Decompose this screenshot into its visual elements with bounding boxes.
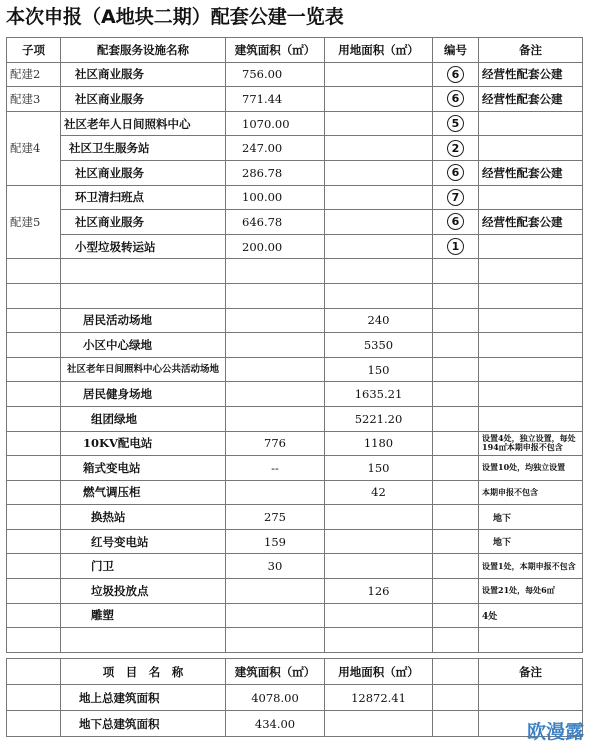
circled-number-badge: 6 bbox=[447, 213, 464, 230]
table-row bbox=[7, 456, 583, 481]
land-area: 5221.20 bbox=[325, 406, 433, 431]
table-row bbox=[7, 480, 583, 505]
table-row bbox=[7, 234, 583, 259]
building-area: 200.00 bbox=[226, 234, 325, 259]
summary-table bbox=[6, 658, 583, 737]
remark bbox=[479, 382, 583, 407]
remark bbox=[479, 308, 583, 333]
summary-header-area: 建筑面积（㎡） bbox=[226, 659, 325, 685]
summary-header-land: 用地面积（㎡） bbox=[325, 659, 433, 685]
land-area bbox=[325, 111, 433, 136]
land-area bbox=[325, 554, 433, 579]
land-area bbox=[325, 210, 433, 235]
summary-label: 地下总建筑面积 bbox=[61, 711, 226, 737]
facility-name: 门卫 bbox=[61, 554, 226, 579]
remark: 设置10处，均独立设置 bbox=[479, 456, 583, 481]
land-area bbox=[325, 136, 433, 161]
summary-row bbox=[7, 685, 583, 711]
facilities-table bbox=[6, 37, 583, 653]
table-row bbox=[7, 87, 583, 112]
building-area: 776 bbox=[226, 431, 325, 456]
remark bbox=[479, 406, 583, 431]
facility-name: 社区商业服务 bbox=[61, 210, 226, 235]
group-label: 配建3 bbox=[7, 87, 61, 112]
land-area bbox=[325, 505, 433, 530]
building-area bbox=[226, 308, 325, 333]
land-area: 1180 bbox=[325, 431, 433, 456]
building-area bbox=[226, 579, 325, 604]
header-building-area: 建筑面积（㎡） bbox=[226, 38, 325, 63]
remark: 经营性配套公建 bbox=[479, 160, 583, 185]
building-area bbox=[226, 333, 325, 358]
page-title: 本次申报（A地块二期）配套公建一览表 bbox=[6, 6, 344, 28]
building-area bbox=[226, 480, 325, 505]
building-area: 771.44 bbox=[226, 87, 325, 112]
building-area bbox=[226, 382, 325, 407]
summary-header-item: 项 目 名 称 bbox=[61, 659, 226, 685]
empty-row bbox=[7, 283, 583, 308]
building-area bbox=[226, 357, 325, 382]
remark: 经营性配套公建 bbox=[479, 87, 583, 112]
table-row bbox=[7, 382, 583, 407]
table-row bbox=[7, 505, 583, 530]
circled-number-badge: 2 bbox=[447, 140, 464, 157]
land-area bbox=[325, 185, 433, 210]
remark: 设置21处，每处6㎡ bbox=[479, 579, 583, 604]
building-area bbox=[226, 406, 325, 431]
table-row bbox=[7, 579, 583, 604]
land-area bbox=[325, 62, 433, 87]
facility-name: 社区商业服务 bbox=[61, 87, 226, 112]
remark: 经营性配套公建 bbox=[479, 210, 583, 235]
land-area: 150 bbox=[325, 456, 433, 481]
remark bbox=[479, 136, 583, 161]
remark bbox=[479, 111, 583, 136]
table-row bbox=[7, 431, 583, 456]
building-area: 159 bbox=[226, 529, 325, 554]
land-area bbox=[325, 234, 433, 259]
table-row bbox=[7, 603, 583, 628]
summary-label: 地上总建筑面积 bbox=[61, 685, 226, 711]
table-row bbox=[7, 62, 583, 87]
facility-name: 环卫清扫班点 bbox=[61, 185, 226, 210]
header-land-area: 用地面积（㎡） bbox=[325, 38, 433, 63]
facility-name: 居民活动场地 bbox=[61, 308, 226, 333]
facility-name: 燃气调压柜 bbox=[61, 480, 226, 505]
facility-name: 居民健身场地 bbox=[61, 382, 226, 407]
building-area: 286.78 bbox=[226, 160, 325, 185]
header-facility-name: 配套服务设施名称 bbox=[61, 38, 226, 63]
land-area bbox=[325, 529, 433, 554]
facility-name: 箱式变电站 bbox=[61, 456, 226, 481]
circled-number-badge: 6 bbox=[447, 90, 464, 107]
summary-area: 434.00 bbox=[226, 711, 325, 737]
land-area bbox=[325, 160, 433, 185]
table-row bbox=[7, 111, 583, 136]
circled-number-badge: 1 bbox=[447, 238, 464, 255]
table-row bbox=[7, 333, 583, 358]
building-area: -- bbox=[226, 456, 325, 481]
land-area: 240 bbox=[325, 308, 433, 333]
table-row bbox=[7, 406, 583, 431]
building-area: 100.00 bbox=[226, 185, 325, 210]
remark: 经营性配套公建 bbox=[479, 62, 583, 87]
building-area: 247.00 bbox=[226, 136, 325, 161]
group-label: 配建4 bbox=[7, 111, 61, 185]
empty-row bbox=[7, 259, 583, 284]
facility-name: 社区老年日间照料中心公共活动场地 bbox=[61, 357, 226, 382]
remark bbox=[479, 234, 583, 259]
summary-header-remark: 备注 bbox=[479, 659, 583, 685]
header-subitem: 子项 bbox=[7, 38, 61, 63]
land-area: 42 bbox=[325, 480, 433, 505]
remark: 地下 bbox=[479, 529, 583, 554]
circled-number-badge: 7 bbox=[447, 189, 464, 206]
building-area bbox=[226, 603, 325, 628]
land-area: 126 bbox=[325, 579, 433, 604]
facility-name: 小区中心绿地 bbox=[61, 333, 226, 358]
land-area bbox=[325, 87, 433, 112]
group-label: 配建5 bbox=[7, 185, 61, 259]
building-area: 646.78 bbox=[226, 210, 325, 235]
circled-number-badge: 6 bbox=[447, 164, 464, 181]
table-row bbox=[7, 308, 583, 333]
facility-name: 社区商业服务 bbox=[61, 160, 226, 185]
remark: 本期申报不包含 bbox=[479, 480, 583, 505]
table-row bbox=[7, 210, 583, 235]
remark: 4处 bbox=[479, 603, 583, 628]
header-remark: 备注 bbox=[479, 38, 583, 63]
table-row bbox=[7, 160, 583, 185]
facility-name: 小型垃圾转运站 bbox=[61, 234, 226, 259]
land-area: 5350 bbox=[325, 333, 433, 358]
remark: 设置1处，本期申报不包含 bbox=[479, 554, 583, 579]
remark: 地下 bbox=[479, 505, 583, 530]
watermark-logo: 欧漫露 bbox=[526, 721, 584, 743]
summary-area: 4078.00 bbox=[226, 685, 325, 711]
facility-name: 垃圾投放点 bbox=[61, 579, 226, 604]
facility-name: 红号变电站 bbox=[61, 529, 226, 554]
circled-number-badge: 6 bbox=[447, 66, 464, 83]
empty-row bbox=[7, 628, 583, 653]
table-row bbox=[7, 529, 583, 554]
building-area: 756.00 bbox=[226, 62, 325, 87]
facility-name: 雕塑 bbox=[61, 603, 226, 628]
facility-name: 社区卫生服务站 bbox=[61, 136, 226, 161]
table-header-row bbox=[7, 38, 583, 63]
remark bbox=[479, 333, 583, 358]
building-area: 30 bbox=[226, 554, 325, 579]
remark: 设置4处，独立设置，每处194㎡本期申报不包含 bbox=[479, 431, 583, 456]
summary-land: 12872.41 bbox=[325, 685, 433, 711]
remark bbox=[479, 357, 583, 382]
header-number: 编号 bbox=[433, 38, 479, 63]
facility-name: 10KV配电站 bbox=[61, 431, 226, 456]
summary-header-row bbox=[7, 659, 583, 685]
facility-name: 组团绿地 bbox=[61, 406, 226, 431]
table-row bbox=[7, 185, 583, 210]
group-label: 配建2 bbox=[7, 62, 61, 87]
circled-number-badge: 5 bbox=[447, 115, 464, 132]
land-area: 1635.21 bbox=[325, 382, 433, 407]
facility-name: 社区商业服务 bbox=[61, 62, 226, 87]
building-area: 275 bbox=[226, 505, 325, 530]
facility-name: 换热站 bbox=[61, 505, 226, 530]
table-row bbox=[7, 136, 583, 161]
facility-name: 社区老年人日间照料中心 bbox=[61, 111, 226, 136]
table-row bbox=[7, 554, 583, 579]
land-area bbox=[325, 603, 433, 628]
remark bbox=[479, 185, 583, 210]
building-area: 1070.00 bbox=[226, 111, 325, 136]
summary-row bbox=[7, 711, 583, 737]
land-area: 150 bbox=[325, 357, 433, 382]
table-row bbox=[7, 357, 583, 382]
